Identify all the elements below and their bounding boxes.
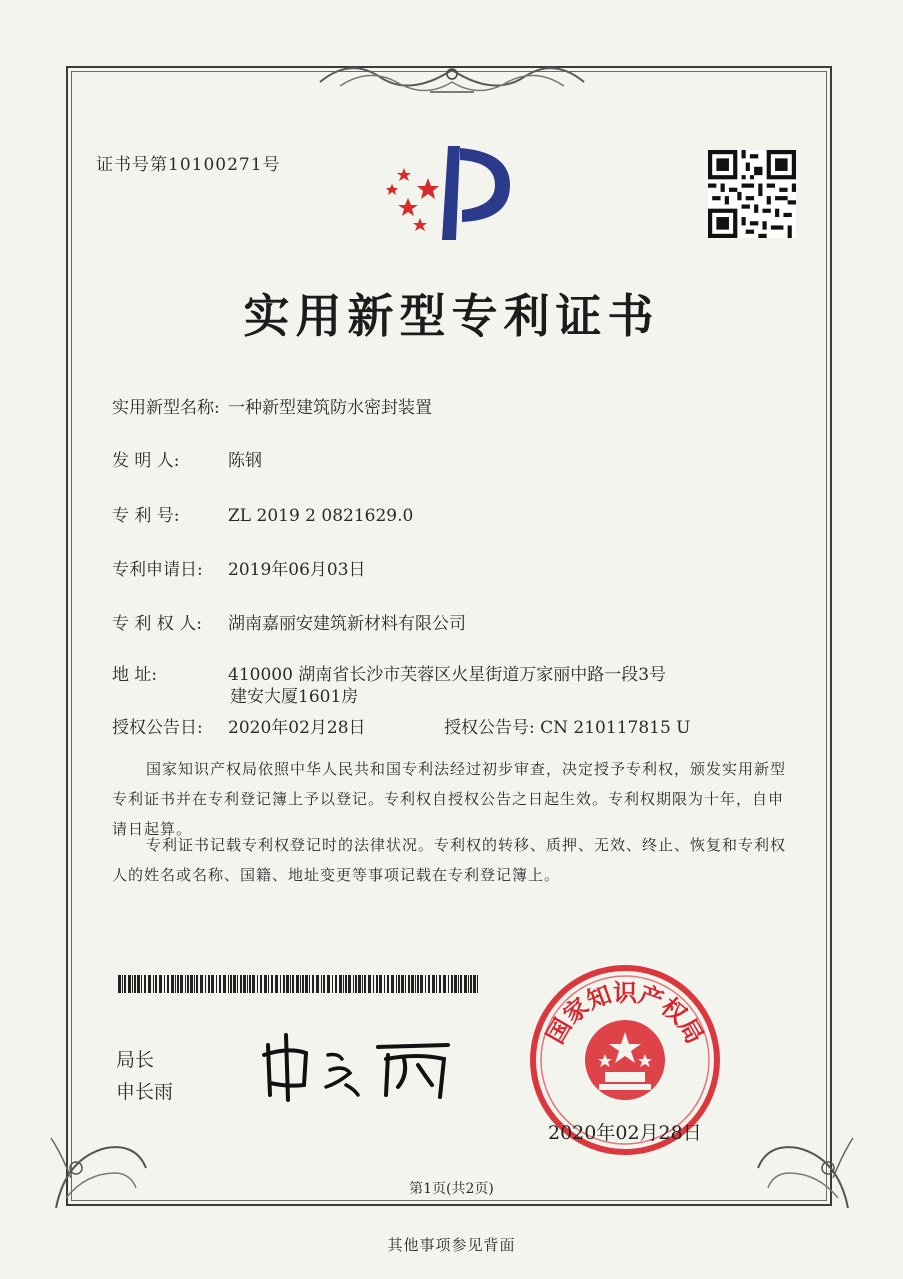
field-inventor bbox=[112, 446, 262, 471]
field-value: 陈钢 bbox=[228, 451, 262, 471]
field-label: 授权公告日: bbox=[112, 718, 203, 738]
field-value: 2020年02月28日 bbox=[228, 718, 366, 738]
field-label: 实用新型名称: bbox=[112, 398, 220, 418]
seal-char: 知 bbox=[582, 980, 616, 1015]
footer-note: 其他事项参见背面 bbox=[387, 1236, 516, 1254]
seal-date: 2020年02月28日 bbox=[548, 1122, 702, 1144]
field-patent-number bbox=[112, 501, 413, 526]
body-paragraph-1: 国家知识产权局依照中华人民共和国专利法经过初步审查，决定授予专利权，颁发实用新型专利证书并在专利登记簿上予以登记。专利权自授权公告之日起生效。专利权期限为十年，自申请日起算。 bbox=[112, 760, 787, 838]
field-grant-date bbox=[112, 713, 366, 738]
director-title: 局长 bbox=[116, 1049, 155, 1071]
field-grant-number bbox=[444, 713, 691, 738]
page-number: 第1页(共2页) bbox=[409, 1181, 494, 1197]
field-value: ZL 2019 2 0821629.0 bbox=[228, 506, 414, 526]
field-label: 专 利 权 人: bbox=[112, 614, 202, 634]
field-label: 发 明 人: bbox=[112, 451, 180, 471]
seal-char: 产 bbox=[634, 980, 668, 1015]
field-value: 410000 湖南省长沙市芙蓉区火星街道万家丽中路一段3号 bbox=[228, 665, 667, 685]
field-label: 专 利 号: bbox=[112, 506, 180, 526]
qr-code-icon bbox=[708, 150, 796, 238]
right-bottom-ornament-icon bbox=[748, 1118, 858, 1218]
field-value: 一种新型建筑防水密封装置 bbox=[228, 398, 432, 418]
top-ornament-icon bbox=[310, 52, 594, 102]
field-label: 地 址: bbox=[112, 665, 158, 685]
left-bottom-ornament-icon bbox=[46, 1118, 156, 1218]
certificate-number: 证书号第10100271号 bbox=[96, 155, 281, 175]
field-value: 2019年06月03日 bbox=[228, 560, 366, 580]
seal-char: 局 bbox=[672, 1013, 709, 1049]
field-filing-date bbox=[112, 555, 366, 580]
field-label: 专利申请日: bbox=[112, 560, 203, 580]
field-address bbox=[112, 660, 666, 685]
field-value: 湖南嘉丽安建筑新材料有限公司 bbox=[228, 614, 466, 634]
field-label: 授权公告号: bbox=[444, 718, 535, 738]
field-address-line2: 建安大厦1601房 bbox=[230, 687, 359, 707]
field-value: CN 210117815 U bbox=[540, 718, 691, 738]
field-utility-model-name bbox=[112, 393, 432, 418]
seal-char: 识 bbox=[613, 979, 637, 1007]
patent-office-logo-icon bbox=[380, 140, 520, 250]
director-name: 申长雨 bbox=[116, 1081, 174, 1103]
handwritten-signature bbox=[258, 1025, 458, 1105]
seal-char: 家 bbox=[557, 992, 595, 1030]
certificate-title: 实用新型专利证书 bbox=[243, 289, 660, 343]
barcode-icon bbox=[118, 975, 480, 993]
seal-char: 国 bbox=[541, 1013, 578, 1049]
field-patentee bbox=[112, 609, 466, 634]
seal-char: 权 bbox=[655, 992, 693, 1030]
body-paragraph-2: 专利证书记载专利权登记时的法律状况。专利权的转移、质押、无效、终止、恢复和专利权人的姓名或名称、国籍、地址变更等事项记载在专利登记簿上。 bbox=[112, 836, 787, 884]
